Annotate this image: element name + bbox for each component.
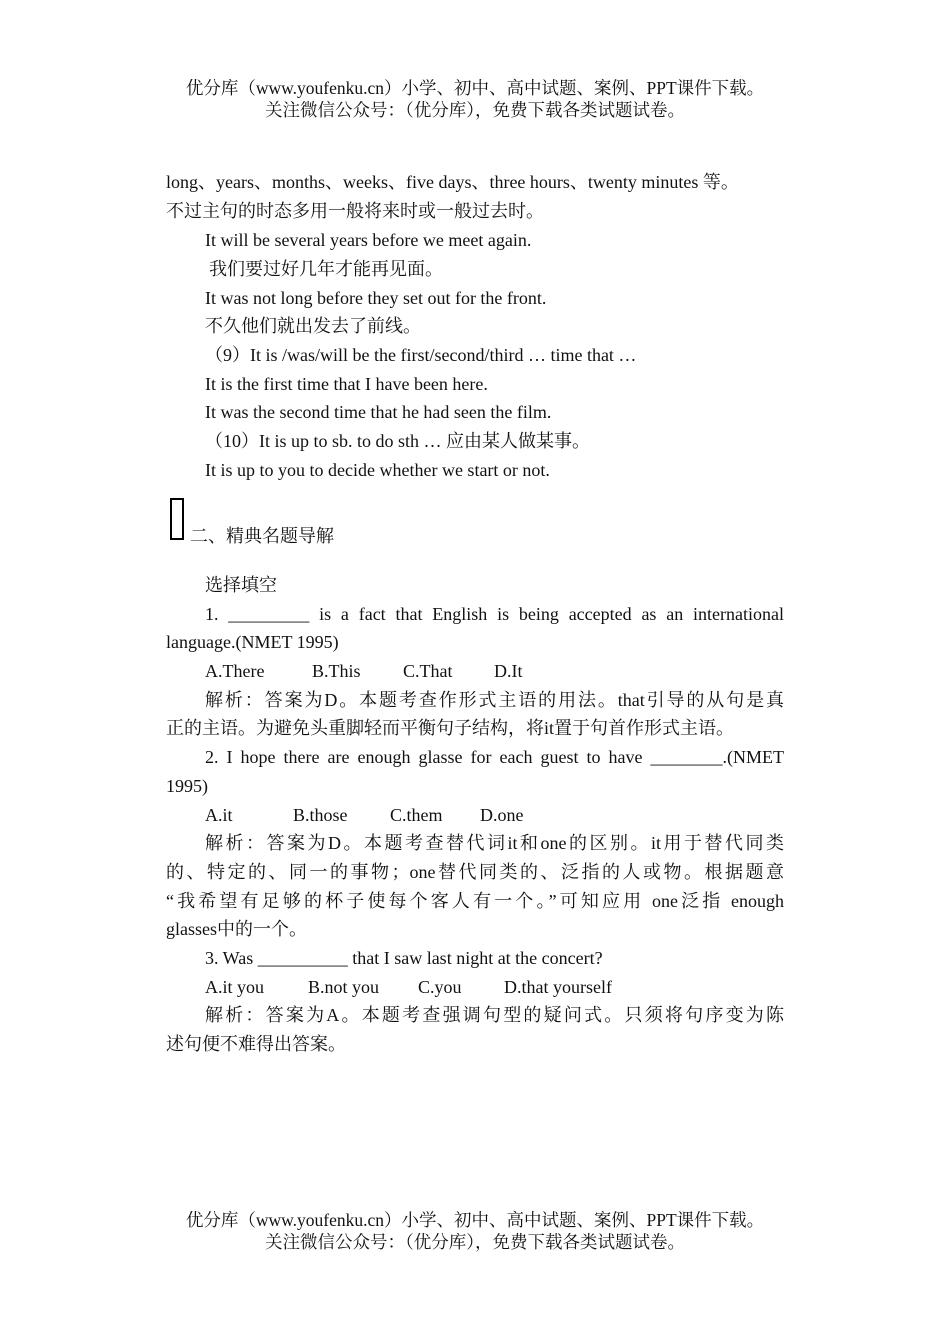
option-d: D.that yourself — [504, 977, 612, 997]
question-3-options — [205, 976, 612, 998]
option-b: B.This — [312, 661, 361, 681]
example-sentence-en: It will be several years before we meet again. — [205, 230, 532, 250]
example-sentence-en: It is the first time that I have been here. — [205, 374, 488, 394]
question-3-analysis-cont: 述句便不难得出答案。 — [166, 1034, 346, 1054]
rule-9: （9）It is /was/will be the first/second/third … time that … — [205, 345, 637, 365]
question-2-options — [205, 804, 524, 826]
example-sentence-en: It was the second time that he had seen the film. — [205, 402, 552, 422]
page-footer — [0, 1209, 950, 1253]
option-c: C.them — [390, 805, 443, 825]
option-c: C.you — [418, 977, 462, 997]
footer-line-1: 优分库（www.youfenku.cn）小学、初中、高中试题、案例、PPT课件下载。 — [185, 1210, 765, 1230]
paragraph-line: 不过主句的时态多用一般将来时或一般过去时。 — [166, 201, 544, 221]
header-line-2: 关注微信公众号：（优分库），免费下载各类试题试卷。 — [265, 100, 685, 120]
question-3-analysis: 解析：答案为A。本题考查强调句型的疑问式。只须将句序变为陈 — [205, 1005, 784, 1025]
question-1-analysis-cont: 正的主语。为避免头重脚轻而平衡句子结构，将it置于句首作形式主语。 — [166, 718, 734, 738]
option-d: D.one — [480, 805, 524, 825]
option-a: A.There — [205, 661, 265, 681]
question-2-analysis: 解析：答案为D。本题考查替代词it和one的区别。it用于替代同类 — [205, 833, 784, 853]
example-sentence-en: It is up to you to decide whether we start or not. — [205, 460, 550, 480]
question-2-stem: 2. I hope there are enough glasse for each guest to have ________.(NMET — [205, 747, 784, 767]
option-a: A.it — [205, 805, 233, 825]
question-2-analysis-cont: 的、特定的、同一的事物；one替代同类的、泛指的人或物。根据题意 — [166, 862, 784, 882]
section-subtitle: 选择填空 — [205, 575, 277, 595]
question-2-analysis-cont: “我希望有足够的杯子使每个客人有一个。”可知应用 one泛指 enough — [166, 891, 784, 911]
paragraph-line: long、years、months、weeks、five days、three hours、twenty minutes 等。 — [166, 172, 739, 192]
question-3-stem: 3. Was __________ that I saw last night at the concert? — [205, 948, 603, 968]
section-marker-box-icon — [170, 498, 184, 540]
example-sentence-cn: 不久他们就出发去了前线。 — [205, 316, 421, 336]
rule-10: （10）It is up to sb. to do sth … 应由某人做某事。 — [205, 431, 591, 451]
option-a: A.it you — [205, 977, 265, 997]
option-c: C.That — [403, 661, 453, 681]
header-line-1: 优分库（www.youfenku.cn）小学、初中、高中试题、案例、PPT课件下载。 — [185, 78, 765, 98]
section-heading: 二、精典名题导解 — [190, 526, 334, 546]
page-header — [0, 77, 950, 121]
question-2-stem-cont: 1995) — [166, 776, 208, 796]
question-1-stem: 1. _________ is a fact that English is being accepted as an international — [205, 604, 784, 624]
footer-line-2: 关注微信公众号：（优分库），免费下载各类试题试卷。 — [265, 1232, 685, 1252]
option-b: B.those — [293, 805, 348, 825]
question-1-stem-cont: language.(NMET 1995) — [166, 632, 339, 652]
example-sentence-cn: 我们要过好几年才能再见面。 — [209, 259, 443, 279]
question-1-options — [205, 660, 523, 682]
example-sentence-en: It was not long before they set out for the front. — [205, 288, 547, 308]
question-2-analysis-cont: glasses中的一个。 — [166, 919, 307, 939]
option-b: B.not you — [308, 977, 380, 997]
option-d: D.It — [494, 661, 523, 681]
question-1-analysis: 解析：答案为D。本题考查作形式主语的用法。that引导的从句是真 — [205, 690, 784, 710]
